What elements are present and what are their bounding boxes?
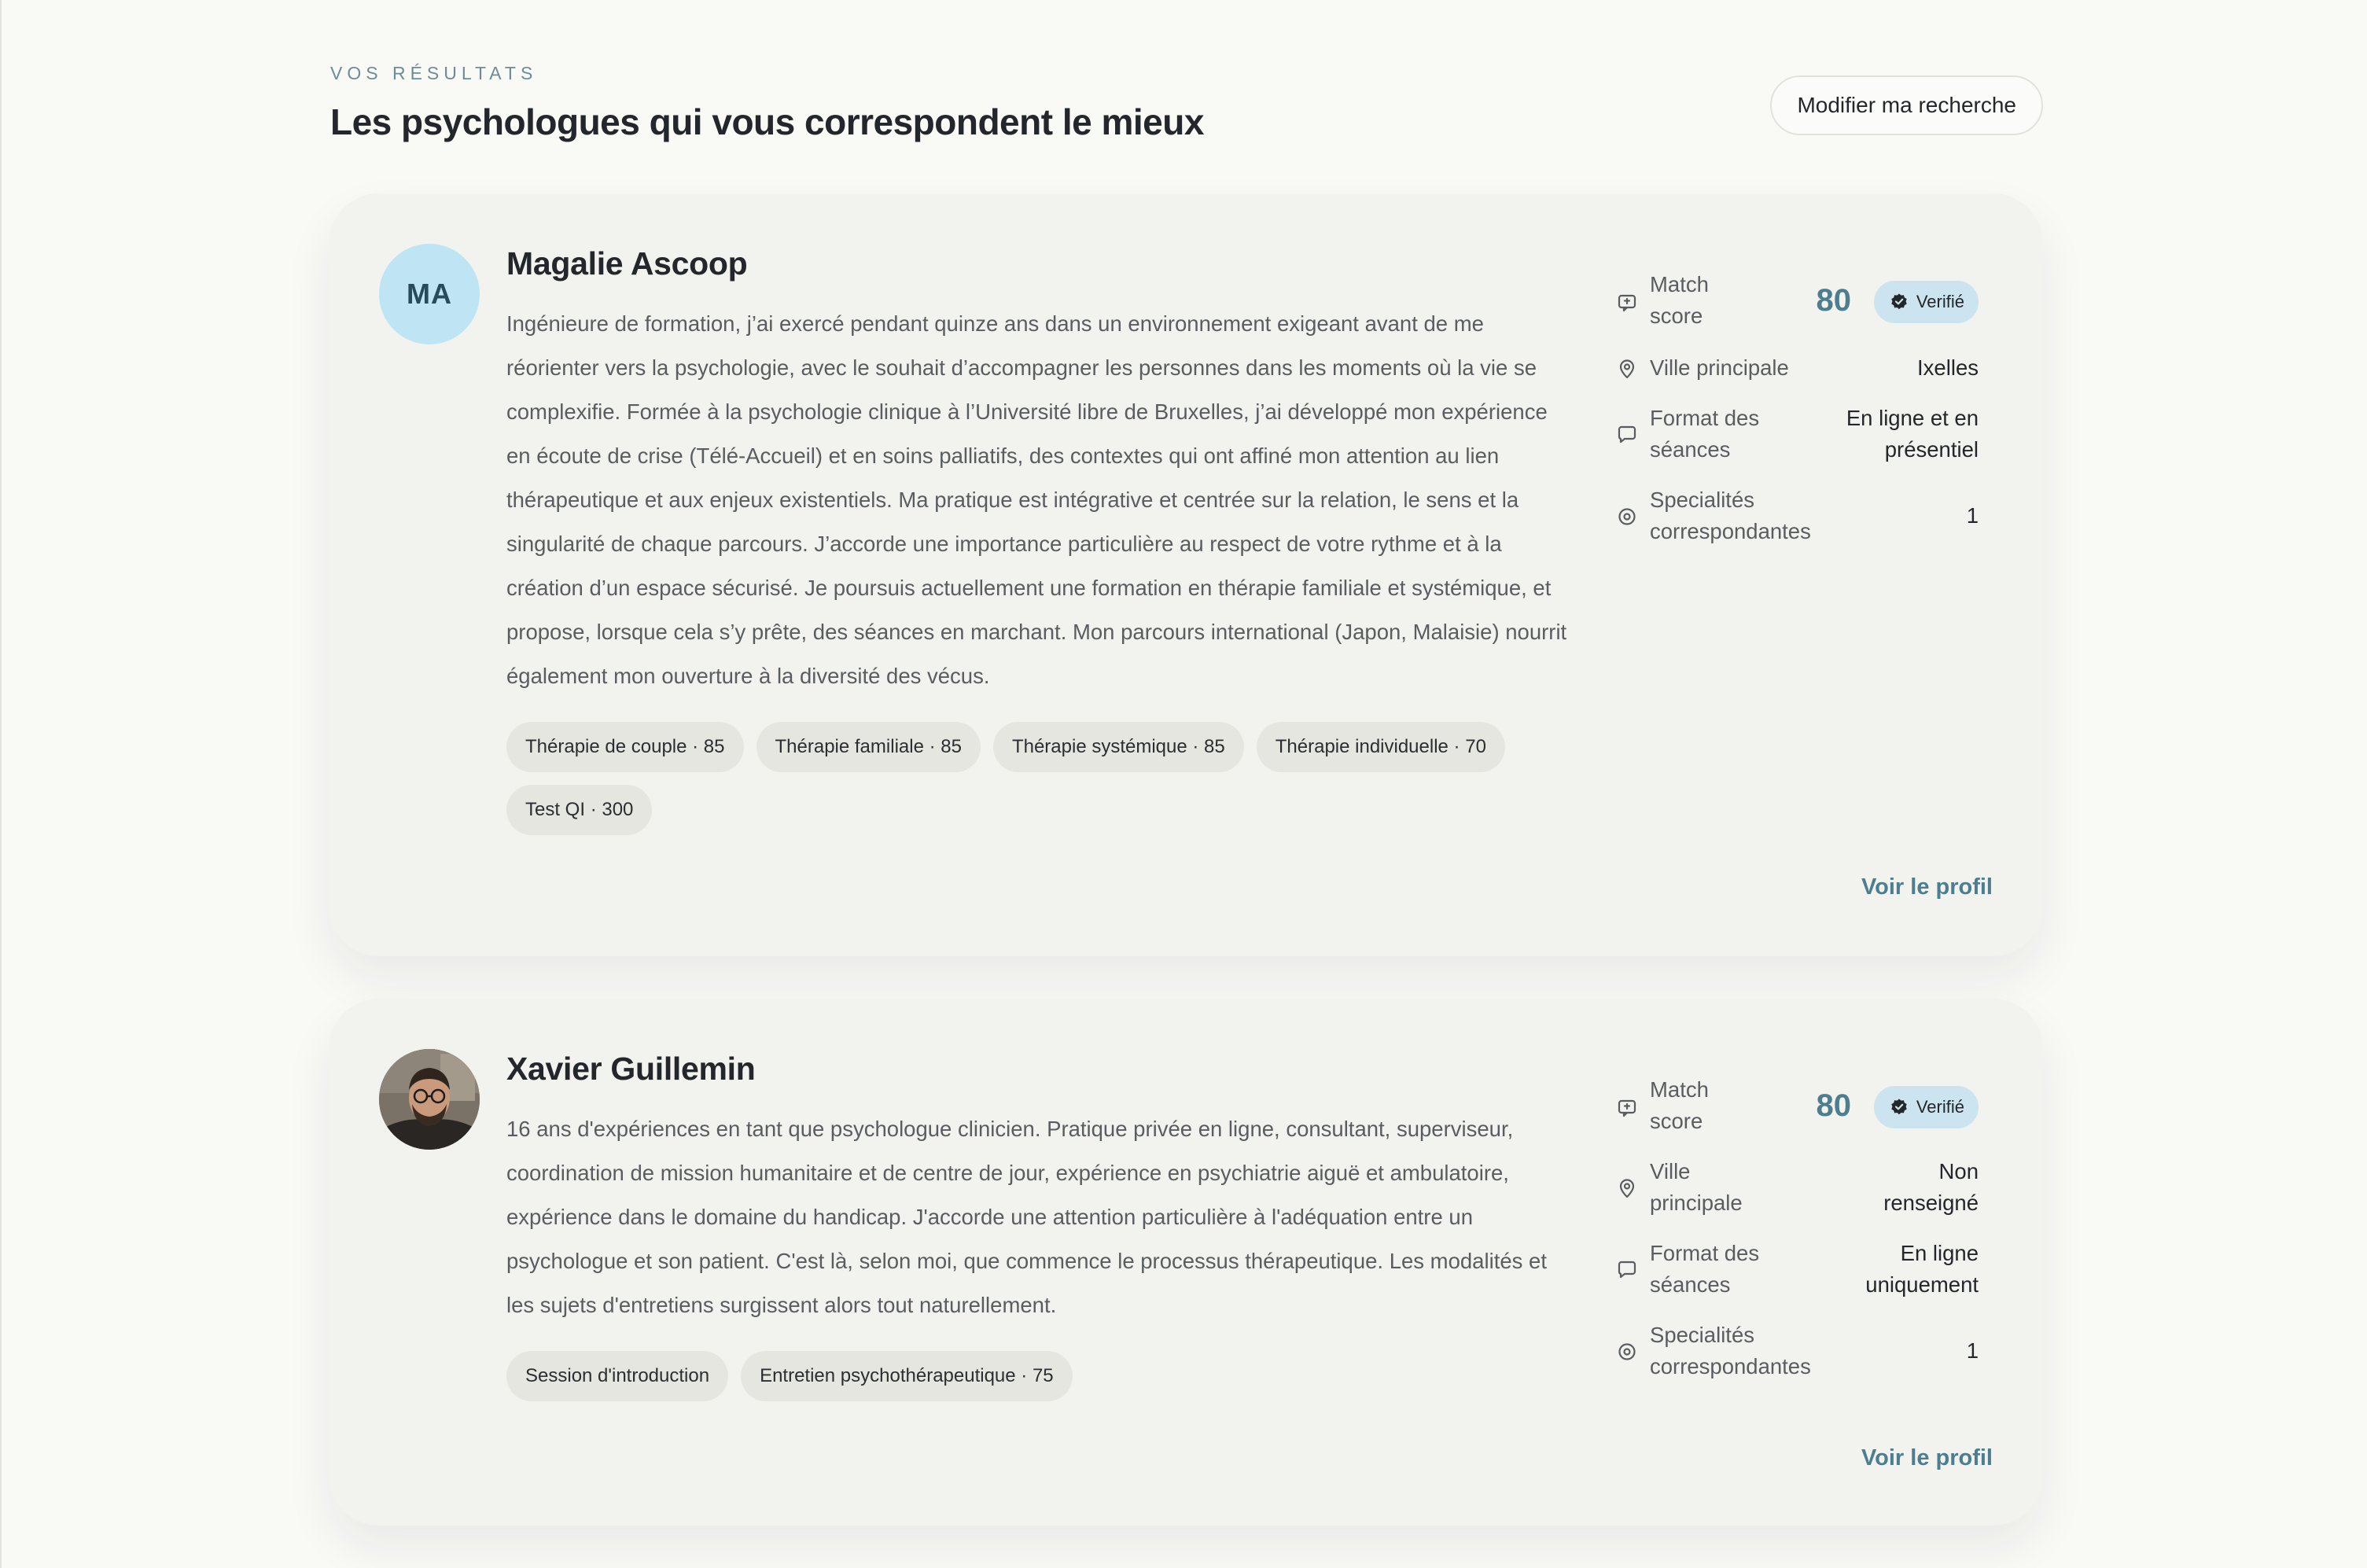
specialties-row — [1615, 484, 1979, 550]
match-score-row — [1615, 269, 1979, 335]
main-city-row — [1615, 352, 1979, 385]
specialty-tags — [506, 1351, 1568, 1401]
avatar: MA — [379, 244, 480, 344]
main-city-value: Ixelles — [1917, 355, 1979, 380]
specialties-count: 1 — [1966, 503, 1979, 528]
session-format-value: En ligne et en présentiel — [1846, 406, 1979, 462]
match-score-icon — [1615, 1096, 1639, 1120]
verified-badge: Verifié — [1874, 281, 1979, 323]
specialty-tags — [506, 722, 1568, 835]
chat-bubble-icon — [1615, 1258, 1639, 1282]
main-city-label: Ville principale — [1650, 1159, 1743, 1215]
avatar — [379, 1049, 480, 1150]
session-format-row — [1615, 1238, 1979, 1304]
session-format-label: Format des séances — [1650, 1241, 1760, 1297]
psychologist-bio: 16 ans d'expériences en tant que psychologue clinicien. Pratique privée en ligne, consultant, superviseur, coordination de mission humanitaire et de centre de jour, expérience en psychiatrie aiguë et ambulatoire, expérience dans le domaine du handicap. J'accorde une attention particulière à l'adéquation entre un psychologue et son patient. C'est là, selon moi, que commence le processus thérapeutique. Les modalités et les sujets d'entretiens surgissent alors tout naturellement. — [506, 1117, 1547, 1317]
specialty-tag: Entretien psychothérapeutique · 75 — [741, 1351, 1073, 1401]
session-format-row — [1615, 403, 1979, 469]
match-score-value: 80 — [1816, 283, 1851, 318]
psychologist-name: Xavier Guillemin — [506, 1051, 756, 1087]
psychologist-card — [329, 193, 2043, 956]
specialties-row — [1615, 1320, 1979, 1386]
main-city-row — [1615, 1156, 1979, 1222]
match-score-row — [1615, 1074, 1979, 1140]
specialty-tag: Thérapie familiale · 85 — [756, 722, 981, 772]
session-format-value: En ligne uniquement — [1865, 1241, 1979, 1297]
psychologist-bio: Ingénieure de formation, j’ai exercé pendant quinze ans dans un environnement exigeant avant de me réorienter vers la psychologie, avec le souhait d’accompagner les personnes dans les moments où la vie se complexifie. Formée à la psychologie clinique à l’Université libre de Bruxelles, j’ai développé mon expérience en écoute de crise (Télé-Accueil) et en soins palliatifs, des contextes qui ont affiné mon attention au lien thérapeutique et aux enjeux existentiels. Ma pratique est intégrative et centrée sur la relation, le sens et la singularité de chaque parcours. J’accorde une importance particulière au respect de votre rythme et à la création d’un espace sécurisé. Je poursuis actuellement une formation en thérapie familiale et systémique, et propose, lorsque cela s’y prête, des séances en marchant. Mon parcours international (Japon, Malaisie) nourrit également mon ouverture à la diversité des vécus. — [506, 311, 1567, 688]
target-icon — [1615, 1340, 1639, 1364]
match-score-icon — [1615, 291, 1639, 315]
specialty-tag: Thérapie de couple · 85 — [506, 722, 744, 772]
specialty-tag: Test QI · 300 — [506, 785, 652, 835]
view-profile-link[interactable]: Voir le profil — [1861, 874, 1993, 900]
psychologist-name: Magalie Ascoop — [506, 245, 748, 282]
specialties-label: Specialités correspondantes — [1650, 488, 1811, 543]
chat-bubble-icon — [1615, 423, 1639, 447]
main-city-label: Ville principale — [1650, 355, 1789, 380]
target-icon — [1615, 505, 1639, 528]
specialty-tag: Thérapie systémique · 85 — [993, 722, 1244, 772]
verified-check-icon — [1890, 293, 1909, 311]
results-eyebrow: VOS RÉSULTATS — [330, 63, 538, 83]
location-pin-icon — [1615, 1176, 1639, 1200]
session-format-label: Format des séances — [1650, 406, 1760, 462]
verified-badge: Verifié — [1874, 1086, 1979, 1128]
specialties-label: Specialités correspondantes — [1650, 1323, 1811, 1378]
match-score-value: 80 — [1816, 1088, 1851, 1123]
view-profile-link[interactable]: Voir le profil — [1861, 1445, 1993, 1470]
match-score-label: Match score — [1650, 272, 1709, 328]
main-city-value: Non renseigné — [1883, 1159, 1979, 1215]
specialty-tag: Thérapie individuelle · 70 — [1257, 722, 1505, 772]
psychologist-card — [329, 999, 2043, 1526]
specialties-count: 1 — [1966, 1338, 1979, 1363]
page-title: Les psychologues qui vous correspondent le mieux — [330, 101, 1204, 142]
specialty-tag: Session d'introduction — [506, 1351, 728, 1401]
verified-check-icon — [1890, 1098, 1909, 1117]
match-score-label: Match score — [1650, 1077, 1709, 1133]
modify-search-button[interactable]: Modifier ma recherche — [1770, 75, 2043, 135]
location-pin-icon — [1615, 357, 1639, 381]
